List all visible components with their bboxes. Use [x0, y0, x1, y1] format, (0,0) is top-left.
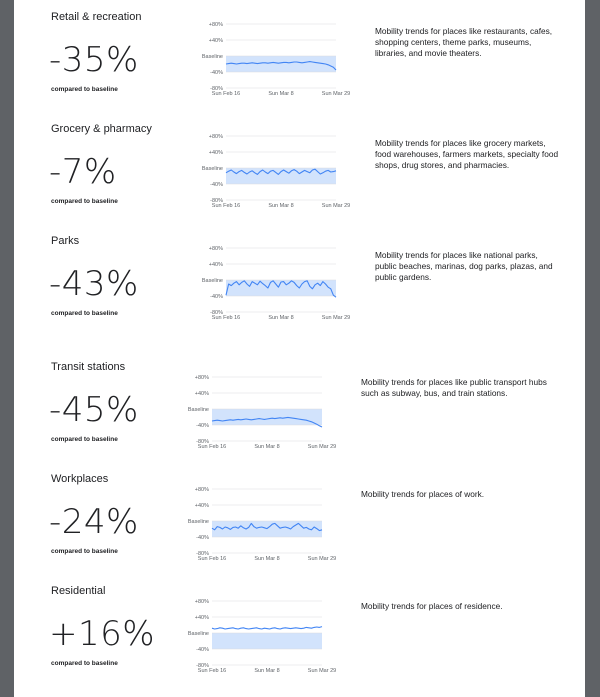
compared-label: compared to baseline [51, 310, 118, 317]
percent-change: -43% [49, 264, 139, 304]
percent-change: -45% [49, 390, 139, 430]
x-tick-label: Sun Mar 29 [321, 203, 351, 209]
compared-label: compared to baseline [51, 436, 118, 443]
category-description: Mobility trends for places of residence. [361, 601, 503, 611]
x-tick-label: Sun Mar 29 [321, 315, 351, 321]
trend-line [212, 627, 322, 629]
x-tick-label: Sun Feb 16 [211, 91, 241, 97]
y-tick-label: -40% [210, 182, 223, 188]
compared-label: compared to baseline [51, 660, 118, 667]
x-tick-label: Sun Mar 8 [254, 668, 280, 674]
category-description: Mobility trends for places like restaurants, cafes, shopping centers, theme parks, museums, libraries, and movie theaters. [375, 26, 553, 58]
y-tick-label: -80% [210, 198, 223, 204]
x-tick-label: Sun Feb 16 [211, 203, 241, 209]
y-tick-label: Baseline [201, 166, 223, 172]
y-tick-label: -80% [196, 551, 209, 557]
y-tick-label: +40% [208, 150, 223, 156]
y-tick-label: -80% [196, 439, 209, 445]
trend-chart [174, 132, 351, 222]
y-tick-label: -40% [196, 423, 209, 429]
grocery-pharmacy-section [14, 112, 585, 222]
trend-chart [160, 485, 337, 575]
trend-chart [160, 597, 337, 687]
category-title: Transit stations [51, 361, 126, 373]
category-description: Mobility trends for places like grocery markets, food warehouses, farmers markets, specialty food shops, drug stores, and pharmacies. [375, 138, 559, 170]
y-tick-label: -80% [210, 310, 223, 316]
y-tick-label: +80% [208, 246, 223, 252]
category-title: Grocery & pharmacy [51, 123, 152, 135]
y-tick-label: Baseline [201, 278, 223, 284]
compared-label: compared to baseline [51, 86, 118, 93]
y-tick-label: Baseline [187, 407, 209, 413]
transit-stations-section [14, 350, 585, 460]
category-title: Workplaces [51, 473, 109, 485]
parks-section [14, 224, 585, 334]
compared-label: compared to baseline [51, 198, 118, 205]
x-tick-label: Sun Feb 16 [197, 668, 227, 674]
y-tick-label: +80% [208, 134, 223, 140]
y-tick-label: -40% [196, 647, 209, 653]
residential-section [14, 574, 585, 684]
x-tick-label: Sun Mar 8 [268, 91, 294, 97]
category-title: Parks [51, 235, 80, 247]
percent-change: -7% [49, 152, 117, 192]
y-tick-label: -80% [210, 86, 223, 92]
x-tick-label: Sun Mar 29 [307, 556, 337, 562]
x-tick-label: Sun Mar 29 [307, 444, 337, 450]
y-tick-label: -40% [210, 70, 223, 76]
trend-chart [160, 373, 337, 463]
retail-recreation-section [14, 0, 585, 110]
y-tick-label: +80% [208, 22, 223, 28]
x-tick-label: Sun Feb 16 [197, 444, 227, 450]
y-tick-label: +40% [208, 262, 223, 268]
workplaces-section [14, 462, 585, 572]
y-tick-label: +40% [208, 38, 223, 44]
y-tick-label: +40% [194, 615, 209, 621]
mobility-report-page [14, 0, 585, 697]
x-tick-label: Sun Mar 8 [268, 315, 294, 321]
percent-change: -24% [49, 502, 139, 542]
y-tick-label: Baseline [201, 54, 223, 60]
baseline-band [212, 633, 322, 649]
y-tick-label: +80% [194, 599, 209, 605]
trend-chart [174, 20, 351, 110]
x-tick-label: Sun Feb 16 [211, 315, 241, 321]
y-tick-label: -40% [196, 535, 209, 541]
x-tick-label: Sun Mar 29 [307, 668, 337, 674]
x-tick-label: Sun Mar 8 [268, 203, 294, 209]
percent-change: +16% [49, 614, 156, 654]
category-description: Mobility trends for places like national parks, public beaches, marinas, dog parks, plazas, and public gardens. [375, 250, 553, 282]
compared-label: compared to baseline [51, 548, 118, 555]
y-tick-label: Baseline [187, 631, 209, 637]
percent-change: -35% [49, 40, 139, 80]
baseline-band [226, 56, 336, 72]
baseline-band [212, 409, 322, 425]
y-tick-label: Baseline [187, 519, 209, 525]
y-tick-label: +40% [194, 503, 209, 509]
y-tick-label: -80% [196, 663, 209, 669]
x-tick-label: Sun Feb 16 [197, 556, 227, 562]
category-title: Retail & recreation [51, 11, 142, 23]
category-description: Mobility trends for places like public transport hubs such as subway, bus, and train stations. [361, 377, 547, 398]
y-tick-label: +80% [194, 375, 209, 381]
y-tick-label: +80% [194, 487, 209, 493]
x-tick-label: Sun Mar 8 [254, 444, 280, 450]
trend-chart [174, 244, 351, 334]
category-title: Residential [51, 585, 106, 597]
y-tick-label: +40% [194, 391, 209, 397]
x-tick-label: Sun Mar 29 [321, 91, 351, 97]
y-tick-label: -40% [210, 294, 223, 300]
category-description: Mobility trends for places of work. [361, 489, 485, 499]
x-tick-label: Sun Mar 8 [254, 556, 280, 562]
